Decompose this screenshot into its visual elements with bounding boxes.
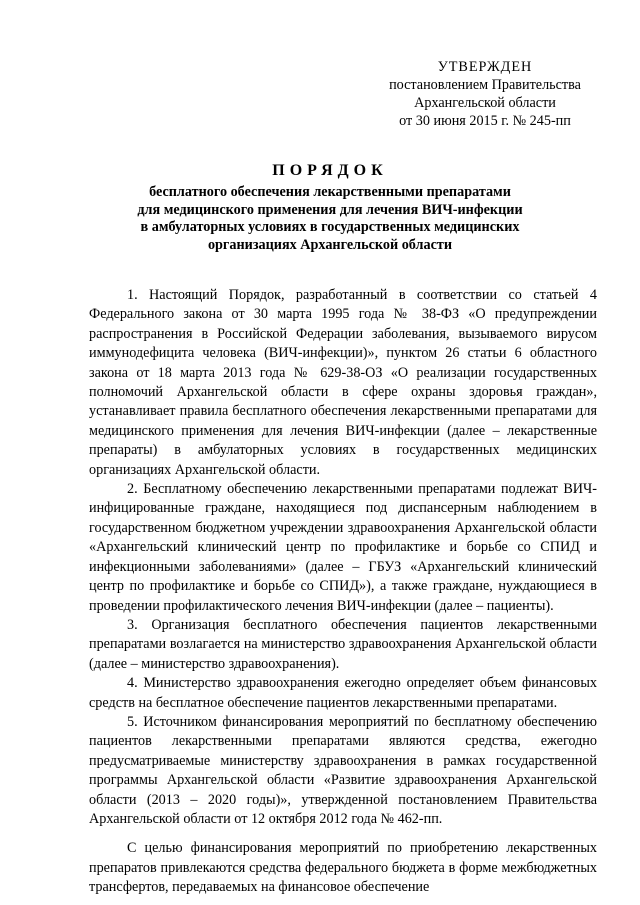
paragraph-5: 5. Источником финансирования мероприятий по бесплатному обеспечению пациентов лекарственными препаратами являются средства, ежегодно предусматриваемые министерству здравоохранения в рамках государственной программы Архангельской области «Развитие здравоохранения Архангельской области (2013 – 2020 годы)», утвержденной постановлением Правительства Архангельской области от 12 октября 2012 года № 462-пп.: [89, 713, 597, 827]
document-title: ПОРЯДОК: [272, 162, 388, 179]
approval-heading: УТВЕРЖДЕН: [437, 59, 533, 75]
approval-line: Архангельской области: [414, 95, 556, 111]
paragraph-1: 1. Настоящий Порядок, разработанный в соответствии со статьей 4 Федерального закона от 30 марта 1995 года № 38-ФЗ «О предупреждении распространения в Российской Федерации заболевания, вызываемого вирусом иммунодефицита человека (ВИЧ-инфекции)», пунктом 26 статьи 6 областного закона от 18 марта 2013 года № 629-38-ОЗ «О реализации государственных полномочий Архангельской области в сфере охраны здоровья граждан», устанавливает правила бесплатного обеспечения лекарственными препаратами для медицинского применения для лечения ВИЧ-инфекции (далее – лекарственные препараты) в амбулаторных условиях в государственных медицинских организациях Архангельской области.: [89, 287, 597, 478]
paragraph-6: С целью финансирования мероприятий по приобретению лекарственных препаратов привлекаются средства федерального бюджета в форме межбюджетных трансфертов, передаваемых на финансовое обеспечение: [89, 840, 597, 896]
subtitle-line: для медицинского применения для лечения ВИЧ-инфекции: [137, 201, 523, 218]
subtitle-line: организациях Архангельской области: [207, 236, 453, 253]
subtitle-line: бесплатного обеспечения лекарственными препаратами: [149, 184, 511, 200]
approval-line: от 30 июня 2015 г. № 245-пп: [399, 113, 571, 129]
paragraph-2: 2. Бесплатному обеспечению лекарственными препаратами подлежат ВИЧ-инфицированные граждане, находящиеся под диспансерным наблюдением в государственном бюджетном учреждении здравоохранения Архангельской области «Архангельский клинический центр по профилактике и борьбе со СПИД и инфекционными заболеваниями» (далее – ГБУЗ «Архангельский клинический центр по профилактике и борьбе со СПИД»), а также граждане, нуждающиеся в проведении профилактического лечения ВИЧ-инфекции (далее – пациенты).: [89, 481, 597, 614]
paragraph-4: 4. Министерство здравоохранения ежегодно определяет объем финансовых средств на бесплатное обеспечение пациентов лекарственными препаратами.: [89, 675, 597, 711]
approval-line: постановлением Правительства: [389, 77, 581, 93]
document-body: [89, 286, 597, 898]
approval-stamp: [375, 58, 595, 130]
subtitle-line: в амбулаторных условиях в государственных медицинских: [140, 219, 520, 235]
paragraph-3: 3. Организация бесплатного обеспечения пациентов лекарственными препаратами возлагается на министерство здравоохранения Архангельской области (далее – министерство здравоохранения).: [89, 616, 597, 672]
document-title-block: [80, 160, 580, 254]
